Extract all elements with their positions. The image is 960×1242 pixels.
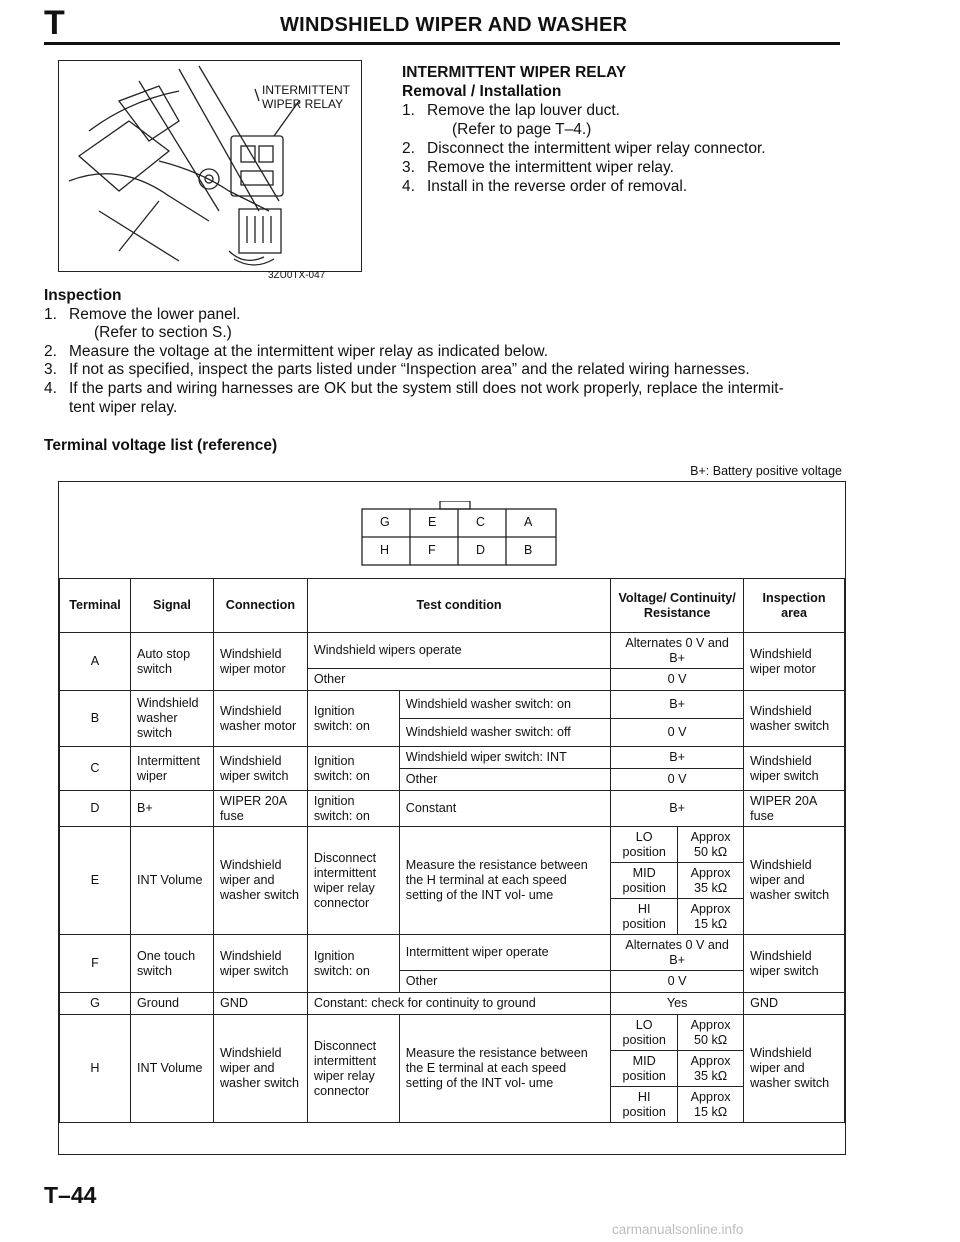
cell-condition-main: Disconnect intermittent wiper relay connector bbox=[307, 1015, 399, 1123]
cell-condition: Intermittent wiper operate bbox=[399, 935, 610, 971]
list-item: 2. Disconnect the intermittent wiper relay connector. bbox=[402, 140, 766, 157]
cell-condition-main: Ignition switch: on bbox=[307, 691, 399, 747]
cell-signal: One touch switch bbox=[130, 935, 213, 993]
cell-terminal: F bbox=[60, 935, 131, 993]
cell-terminal: B bbox=[60, 691, 131, 747]
cell-value: B+ bbox=[611, 747, 744, 769]
cell-condition-main: Ignition switch: on bbox=[307, 935, 399, 993]
col-header: Test condition bbox=[307, 579, 610, 633]
cell-resistance: Approx 50 kΩ bbox=[678, 1015, 744, 1051]
cell-signal: INT Volume bbox=[130, 1015, 213, 1123]
cell-value: B+ bbox=[611, 691, 744, 719]
col-header: Voltage/ Continuity/ Resistance bbox=[611, 579, 744, 633]
cell-terminal: A bbox=[60, 633, 131, 691]
connector-outline bbox=[360, 501, 560, 567]
cell-condition: Constant bbox=[399, 791, 610, 827]
list-item: 3. If not as specified, inspect the parts listed under “Inspection area” and the related wiring harnesses. bbox=[44, 361, 750, 379]
cell-value: Alternates 0 V and B+ bbox=[611, 935, 744, 971]
list-item: 2. Measure the voltage at the intermittent wiper relay as indicated below. bbox=[44, 342, 549, 360]
cell-area: Windshield wiper motor bbox=[744, 633, 845, 691]
cell-condition: Windshield wiper switch: INT bbox=[399, 747, 610, 769]
cell-area: Windshield wiper switch bbox=[744, 747, 845, 791]
pin-label: G bbox=[380, 515, 390, 529]
pin-label: A bbox=[524, 515, 533, 529]
list-item: 4. Install in the reverse order of removal. bbox=[402, 178, 688, 195]
cell-resistance: Approx 50 kΩ bbox=[678, 827, 744, 863]
cell-resistance: Approx 35 kΩ bbox=[678, 1051, 744, 1087]
cell-area: Windshield wiper and washer switch bbox=[744, 827, 845, 935]
cell-resistance: Approx 35 kΩ bbox=[678, 863, 744, 899]
pin-label: B bbox=[524, 543, 533, 557]
relay-location-figure bbox=[58, 60, 362, 272]
cell-condition-main: Ignition switch: on bbox=[307, 747, 399, 791]
cell-area: Windshield wiper and washer switch bbox=[744, 1015, 845, 1123]
table-row bbox=[60, 827, 845, 863]
cell-condition-main: Ignition switch: on bbox=[307, 791, 399, 827]
table-row bbox=[60, 691, 845, 719]
cell-connection: Windshield wiper and washer switch bbox=[213, 1015, 307, 1123]
terminal-table bbox=[59, 578, 845, 1123]
cell-connection: Windshield washer motor bbox=[213, 691, 307, 747]
cell-position: MID position bbox=[611, 1051, 678, 1087]
cell-condition: Other bbox=[399, 769, 610, 791]
cell-condition: Measure the resistance between the H terminal at each speed setting of the INT vol- ume bbox=[399, 827, 610, 935]
cell-condition: Windshield washer switch: off bbox=[399, 719, 610, 747]
table-row bbox=[60, 791, 845, 827]
list-item: 1. Remove the lower panel. (Refer to section S.) bbox=[44, 305, 241, 342]
table-row bbox=[60, 1015, 845, 1051]
cell-value: 0 V bbox=[611, 669, 744, 691]
table-header-row bbox=[60, 579, 845, 633]
cell-area: WIPER 20A fuse bbox=[744, 791, 845, 827]
pin-label: H bbox=[380, 543, 390, 557]
col-header: Signal bbox=[130, 579, 213, 633]
cell-position: LO position bbox=[611, 1015, 678, 1051]
cell-signal: Auto stop switch bbox=[130, 633, 213, 691]
inspection-section bbox=[44, 287, 844, 417]
pin-label: C bbox=[476, 515, 486, 529]
cell-connection: WIPER 20A fuse bbox=[213, 791, 307, 827]
terminal-voltage-table bbox=[58, 481, 846, 1155]
inspection-steps bbox=[44, 306, 844, 418]
watermark: carmanualsonline.info bbox=[612, 1222, 744, 1237]
col-header: Inspection area bbox=[744, 579, 845, 633]
cell-terminal: H bbox=[60, 1015, 131, 1123]
cell-value: Alternates 0 V and B+ bbox=[611, 633, 744, 669]
figure-code: 3ZU0TX-047 bbox=[268, 270, 326, 281]
cell-terminal: D bbox=[60, 791, 131, 827]
cell-position: MID position bbox=[611, 863, 678, 899]
cell-terminal: G bbox=[60, 993, 131, 1015]
header-rule bbox=[44, 42, 840, 45]
cell-position: LO position bbox=[611, 827, 678, 863]
cell-terminal: C bbox=[60, 747, 131, 791]
cell-value: 0 V bbox=[611, 971, 744, 993]
cell-area: Windshield washer switch bbox=[744, 691, 845, 747]
cell-condition: Windshield wipers operate bbox=[307, 633, 610, 669]
cell-connection: Windshield wiper switch bbox=[213, 747, 307, 791]
table-row bbox=[60, 935, 845, 971]
section-letter: T bbox=[44, 4, 65, 42]
cell-area: Windshield wiper switch bbox=[744, 935, 845, 993]
cell-condition: Other bbox=[399, 971, 610, 993]
cell-value: 0 V bbox=[611, 719, 744, 747]
relay-steps bbox=[402, 101, 842, 196]
cell-signal: B+ bbox=[130, 791, 213, 827]
cell-position: HI position bbox=[611, 899, 678, 935]
cell-signal: Ground bbox=[130, 993, 213, 1015]
list-item: 3. Remove the intermittent wiper relay. bbox=[402, 159, 674, 176]
cell-area: GND bbox=[744, 993, 845, 1015]
cell-position: HI position bbox=[611, 1087, 678, 1123]
inspection-title: Inspection bbox=[44, 287, 122, 304]
cell-condition-main: Disconnect intermittent wiper relay connector bbox=[307, 827, 399, 935]
col-header: Terminal bbox=[60, 579, 131, 633]
page-title: WINDSHIELD WIPER AND WASHER bbox=[280, 14, 628, 36]
cell-terminal: E bbox=[60, 827, 131, 935]
cell-condition: Measure the resistance between the E terminal at each speed setting of the INT vol- ume bbox=[399, 1015, 610, 1123]
cell-signal: Windshield washer switch bbox=[130, 691, 213, 747]
pin-label: E bbox=[428, 515, 437, 529]
cell-connection: Windshield wiper switch bbox=[213, 935, 307, 993]
cell-condition: Windshield washer switch: on bbox=[399, 691, 610, 719]
page-number: T–44 bbox=[44, 1182, 97, 1208]
table-row bbox=[60, 993, 845, 1015]
table-row bbox=[60, 633, 845, 669]
col-header: Connection bbox=[213, 579, 307, 633]
connector-diagram bbox=[360, 501, 560, 572]
pin-label: D bbox=[476, 543, 486, 557]
cell-connection: GND bbox=[213, 993, 307, 1015]
cell-value: 0 V bbox=[611, 769, 744, 791]
terminal-list-title: Terminal voltage list (reference) bbox=[44, 437, 278, 454]
bplus-note: B+: Battery positive voltage bbox=[690, 464, 842, 478]
list-item: 1. Remove the lap louver duct. (Refer to page T–4.) bbox=[402, 102, 620, 138]
cell-value: Yes bbox=[611, 993, 744, 1015]
table-row bbox=[60, 747, 845, 769]
relay-subtitle: Removal / Installation bbox=[402, 83, 562, 100]
cell-connection: Windshield wiper motor bbox=[213, 633, 307, 691]
pin-label: F bbox=[428, 543, 436, 557]
figure-label-line2: WIPER RELAY bbox=[262, 97, 344, 111]
relay-title: INTERMITTENT WIPER RELAY bbox=[402, 64, 627, 81]
cell-resistance: Approx 15 kΩ bbox=[678, 899, 744, 935]
cell-resistance: Approx 15 kΩ bbox=[678, 1087, 744, 1123]
cell-condition: Constant: check for continuity to ground bbox=[307, 993, 610, 1015]
list-item: 4. If the parts and wiring harnesses are OK but the system still does not work properly, replace the intermit- tent wiper relay. bbox=[44, 379, 784, 416]
cell-signal: Intermittent wiper bbox=[130, 747, 213, 791]
cell-condition: Other bbox=[307, 669, 610, 691]
cell-value: B+ bbox=[611, 791, 744, 827]
figure-label-line1: INTERMITTENT bbox=[262, 83, 350, 97]
relay-section bbox=[402, 63, 842, 196]
cell-connection: Windshield wiper and washer switch bbox=[213, 827, 307, 935]
cell-signal: INT Volume bbox=[130, 827, 213, 935]
